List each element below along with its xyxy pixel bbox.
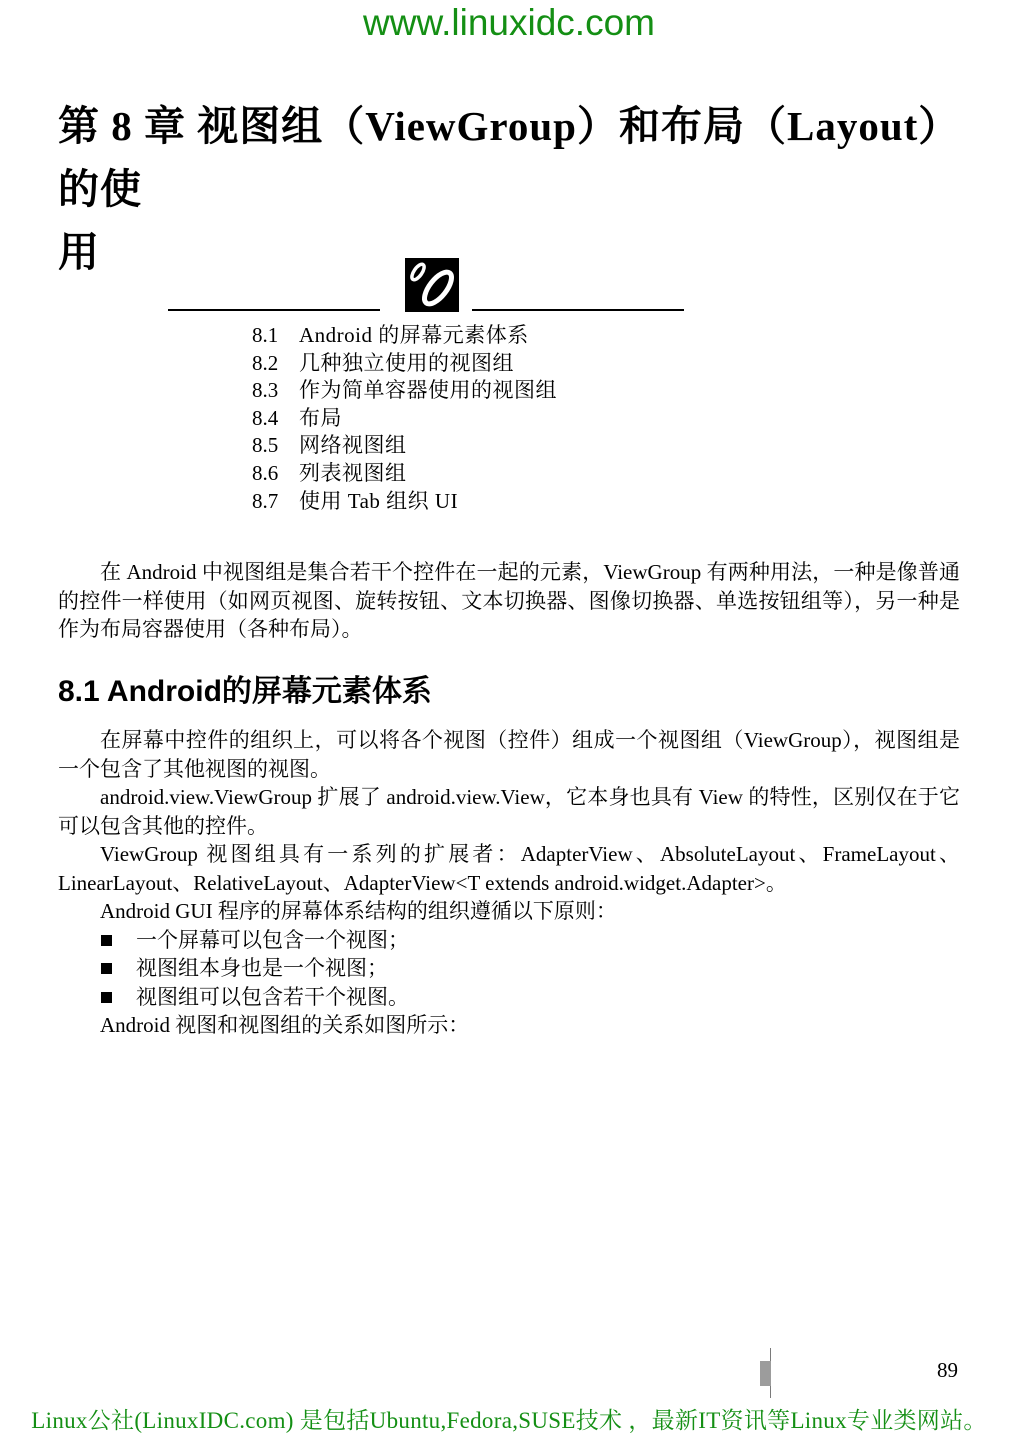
revision-bar-thumb: [760, 1361, 771, 1386]
watermark-bottom: Linux公社(LinuxIDC.com) 是包括Ubuntu,Fedora,SUSE技术 ，最新IT资讯等Linux专业类网站。: [31, 1408, 987, 1433]
closing-paragraph: Android 视图和视图组的关系如图所示：: [100, 1013, 470, 1037]
watermark-top: www.linuxidc.com: [363, 2, 655, 43]
bullet-square-icon: [101, 935, 112, 946]
toc-item: [252, 377, 557, 405]
toc-item-number: 8.2: [252, 350, 279, 375]
toc-item-number: 8.7: [252, 488, 279, 513]
bullet-square-icon: [101, 963, 112, 974]
paragraph: Android GUI 程序的屏幕体系结构的组织遵循以下原则：: [100, 899, 617, 923]
bullet-item: [58, 954, 960, 983]
toc-item: [252, 322, 557, 350]
toc-item-label: 布局: [299, 405, 342, 430]
toc-item-number: 8.1: [252, 323, 279, 347]
chapter-ornament: [168, 258, 684, 312]
section-heading: 8.1 Android的屏幕元素体系: [58, 675, 432, 708]
toc-item: [252, 405, 557, 433]
bullet-item: [58, 983, 960, 1012]
bullet-text: 视图组可以包含若干个视图。: [136, 984, 409, 1009]
toc-item-label: 使用 Tab 组织 UI: [299, 488, 459, 513]
bullet-item: [58, 926, 960, 955]
toc-item-label: 作为简单容器使用的视图组: [299, 378, 557, 403]
script-o-ornament-icon: [405, 258, 459, 312]
toc-item: [252, 350, 557, 378]
intro-paragraph: 在 Android 中视图组是集合若干个控件在一起的元素，ViewGroup 有两种用法，一种是像普通的控件一样使用（如网页视图、旋转按钮、文本切换器、图像切换器、单选按钮组等），另一种是作为布局容器使用（各种布局）。: [58, 560, 960, 641]
toc-item: [252, 432, 557, 460]
toc-item-label: Android 的屏幕元素体系: [299, 323, 529, 347]
toc-item-number: 8.4: [252, 405, 279, 430]
toc-item-number: 8.6: [252, 460, 279, 485]
paragraph: ViewGroup 视图组具有一系列的扩展者：AdapterView、AbsoluteLayout、FrameLayout、LinearLayout、RelativeLayout、AdapterView<T extends android.widget.Adapter>。: [58, 842, 960, 895]
toc-item-number: 8.5: [252, 433, 279, 458]
chapter-toc: [252, 322, 557, 515]
chapter-title: [58, 95, 958, 284]
toc-item-label: 网络视图组: [299, 433, 407, 458]
section-body: [58, 726, 960, 1040]
toc-item: [252, 488, 557, 516]
toc-item-number: 8.3: [252, 378, 279, 403]
chapter-title-line1: 第 8 章 视图组（ViewGroup）和布局（Layout）的使: [58, 103, 940, 212]
chapter-title-line2: 用: [58, 229, 100, 275]
toc-item-label: 几种独立使用的视图组: [299, 350, 514, 375]
ornament-rule-right: [472, 309, 684, 311]
toc-item: [252, 460, 557, 488]
toc-item-label: 列表视图组: [299, 460, 407, 485]
bullet-square-icon: [101, 992, 112, 1003]
paragraph: android.view.ViewGroup 扩展了 android.view.View，它本身也具有 View 的特性，区别仅在于它可以包含其他的控件。: [58, 785, 960, 838]
ornament-rule-left: [168, 309, 380, 311]
bullet-text: 视图组本身也是一个视图；: [136, 956, 388, 980]
page-number: 89: [937, 1358, 958, 1382]
bullet-text: 一个屏幕可以包含一个视图；: [136, 927, 409, 952]
paragraph: 在屏幕中控件的组织上，可以将各个视图（控件）组成一个视图组（ViewGroup），视图组是一个包含了其他视图的视图。: [58, 728, 960, 781]
